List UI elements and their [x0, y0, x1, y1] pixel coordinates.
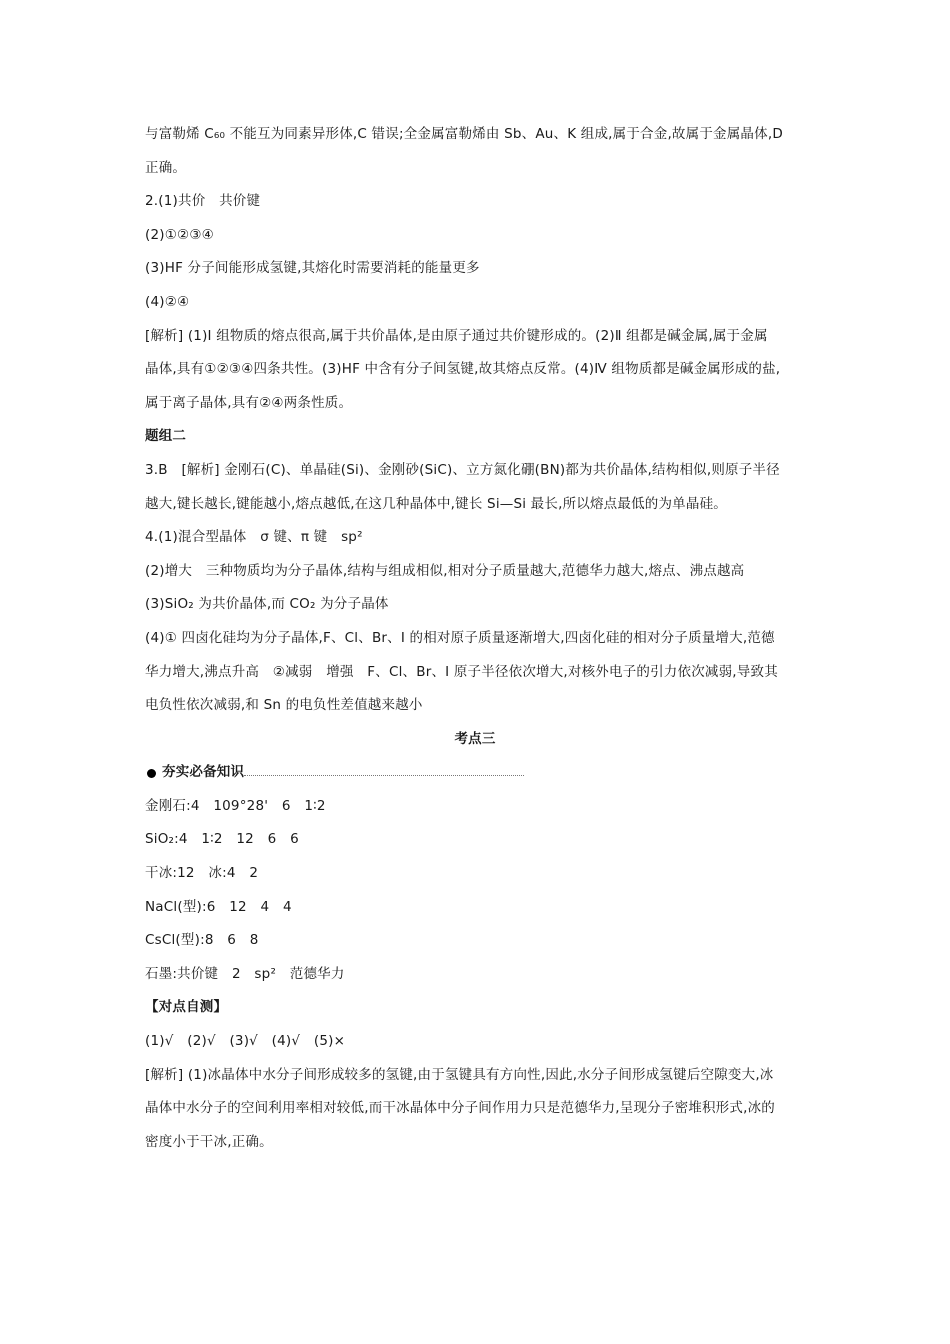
answer-line: 3.B [解析] 金刚石(C)、单晶硅(Si)、金刚砂(SiC)、立方氮化硼(BN)都为共价晶体,结构相似,则原子半径 — [145, 461, 780, 478]
analysis-line: 晶体中水分子的空间利用率相对较低,而干冰晶体中分子间作用力只是范德华力,呈现分子密堆积形式,冰的 — [145, 1100, 775, 1117]
analysis-line: [解析] (1)Ⅰ 组物质的熔点很高,属于共价晶体,是由原子通过共价键形成的。(2)Ⅱ 组都是碱金属,属于金属 — [145, 327, 768, 344]
section-heading: 考点三 — [454, 730, 496, 747]
text-line: 正确。 — [145, 159, 187, 176]
answer-line: 金刚石:4 109°28' 6 1∶2 — [145, 797, 326, 814]
answer-line: (3)HF 分子间能形成氢键,其熔化时需要消耗的能量更多 — [145, 260, 480, 277]
answer-line: SiO₂:4 1∶2 12 6 6 — [145, 831, 299, 848]
answer-line: 石墨:共价键 2 sp² 范德华力 — [145, 965, 345, 982]
answer-line: 干冰:12 冰:4 2 — [145, 865, 259, 882]
analysis-line: 密度小于干冰,正确。 — [145, 1133, 273, 1150]
answer-line: 4.(1)混合型晶体 σ 键、π 键 sp² — [145, 529, 363, 546]
answer-line: (4)① 四卤化硅均为分子晶体,F、Cl、Br、I 的相对原子质量逐渐增大,四卤化硅的相对分子质量增大,范德 — [145, 629, 775, 646]
answer-line: (4)②④ — [145, 293, 190, 310]
answer-line: CsCl(型):8 6 8 — [145, 932, 259, 949]
dotted-divider — [244, 775, 524, 776]
answer-line: (3)SiO₂ 为共价晶体,而 CO₂ 为分子晶体 — [145, 596, 389, 613]
answer-line: 电负性依次减弱,和 Sn 的电负性差值越来越小 — [145, 697, 423, 714]
bullet-icon — [147, 769, 156, 778]
knowledge-heading-label: 夯实必备知识 — [162, 764, 245, 781]
text-line: 与富勒烯 C₆₀ 不能互为同素异形体,C 错误;全金属富勒烯由 Sb、Au、K 组成,属于合金,故属于金属晶体,D — [145, 126, 783, 142]
document-page — [145, 118, 805, 1159]
analysis-line: 晶体,具有①②③④四条共性。(3)HF 中含有分子间氢键,故其熔点反常。(4)Ⅳ 组物质都是碱金属形成的盐, — [145, 361, 781, 378]
knowledge-heading — [145, 756, 805, 790]
analysis-line: 属于离子晶体,具有②④两条性质。 — [145, 394, 353, 411]
answer-line: (2)①②③④ — [145, 226, 214, 243]
answer-line: 越大,键长越长,键能越小,熔点越低,在这几种晶体中,键长 Si—Si 最长,所以熔点最低的为单晶硅。 — [145, 495, 727, 512]
answer-line: (2)增大 三种物质均为分子晶体,结构与组成相似,相对分子质量越大,范德华力越大,熔点、沸点越高 — [145, 562, 745, 579]
answer-line: (1)√ (2)√ (3)√ (4)√ (5)× — [145, 1033, 346, 1050]
answer-line: NaCl(型):6 12 4 4 — [145, 898, 292, 915]
answer-line: 2.(1)共价 共价键 — [145, 193, 261, 210]
answer-line: 华力增大,沸点升高 ②减弱 增强 F、Cl、Br、I 原子半径依次增大,对核外电子的引力依次减弱,导致其 — [145, 663, 778, 680]
self-test-heading: 【对点自测】 — [145, 999, 228, 1016]
analysis-line: [解析] (1)冰晶体中水分子间形成较多的氢键,由于氢键具有方向性,因此,水分子间形成氢键后空隙变大,冰 — [145, 1066, 774, 1083]
group-heading: 题组二 — [145, 428, 187, 445]
